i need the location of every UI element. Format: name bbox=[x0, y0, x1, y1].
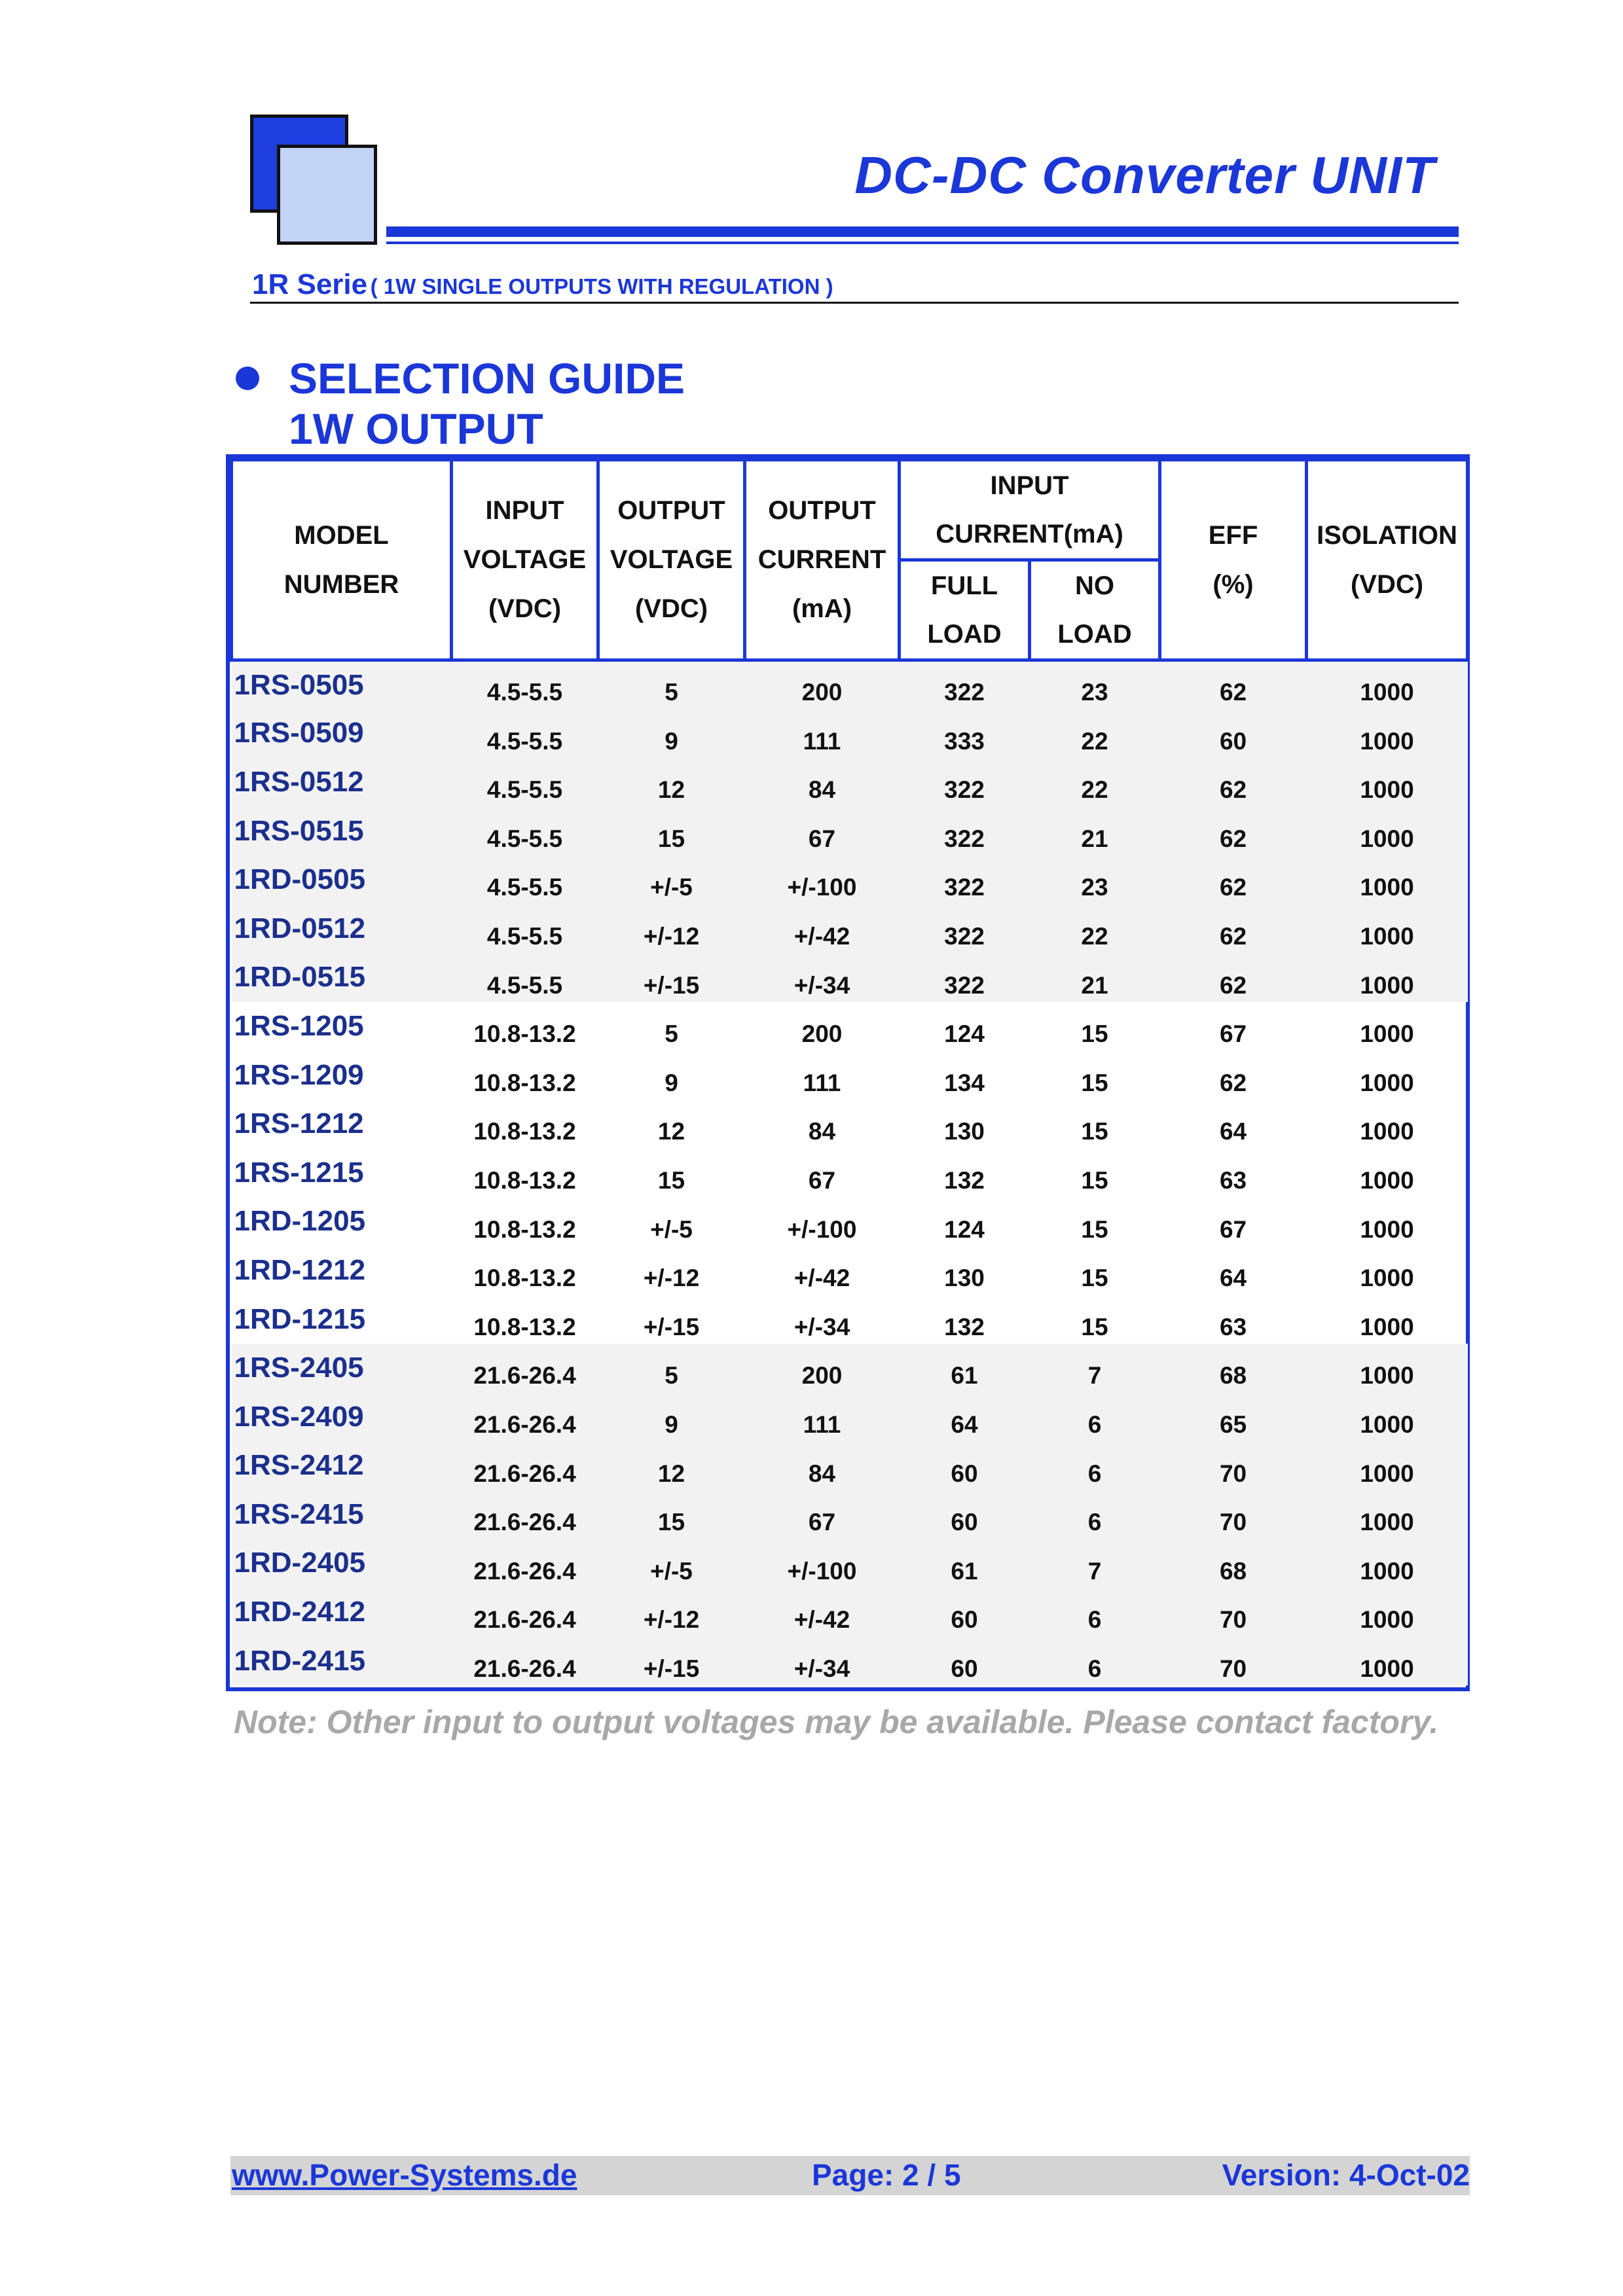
cell-output-current: +/-42 bbox=[793, 1265, 850, 1292]
cell-isolation: 1000 bbox=[1360, 1167, 1414, 1194]
cell-isolation: 1000 bbox=[1307, 855, 1468, 905]
cell-model: 1RD-2405 bbox=[232, 1539, 452, 1588]
cell-output-current: 84 bbox=[745, 1441, 900, 1490]
cell-model: 1RS-0512 bbox=[232, 758, 452, 807]
serie-heading bbox=[252, 268, 833, 301]
cell-isolation: 1000 bbox=[1360, 1265, 1414, 1292]
table-row bbox=[232, 1100, 1468, 1149]
version-label: Version: 4-Oct-02 bbox=[1222, 2158, 1470, 2192]
table-row bbox=[232, 806, 1468, 855]
cell-output-voltage: 5 bbox=[598, 1344, 745, 1393]
cell-isolation: 1000 bbox=[1307, 1441, 1468, 1490]
cell-input-voltage: 10.8-13.2 bbox=[473, 1167, 576, 1194]
cell-eff: 70 bbox=[1160, 1636, 1307, 1685]
cell-model: 1RD-1212 bbox=[234, 1253, 366, 1286]
cell-full-load: 124 bbox=[944, 1215, 985, 1243]
cell-output-current: 111 bbox=[745, 709, 900, 758]
cell-isolation: 1000 bbox=[1307, 709, 1468, 758]
cell-output-voltage: 5 bbox=[598, 660, 745, 709]
cell-input-voltage: 10.8-13.2 bbox=[473, 1313, 576, 1340]
cell-isolation: 1000 bbox=[1360, 1215, 1414, 1243]
cell-isolation: 1000 bbox=[1360, 1313, 1414, 1340]
cell-eff: 62 bbox=[1160, 855, 1307, 905]
cell-input-voltage: 10.8-13.2 bbox=[473, 1069, 576, 1096]
cell-no-load: 21 bbox=[1030, 806, 1160, 855]
cell-full-load: 64 bbox=[900, 1392, 1030, 1441]
cell-full-load: 130 bbox=[944, 1118, 985, 1145]
table-row bbox=[232, 1295, 1468, 1344]
page-title: DC-DC Converter UNIT bbox=[854, 146, 1435, 204]
cell-output-voltage: 5 bbox=[665, 1020, 678, 1048]
cell-full-load: 60 bbox=[900, 1636, 1030, 1685]
cell-output-voltage: 12 bbox=[598, 758, 745, 807]
cell-no-load: 22 bbox=[1030, 709, 1160, 758]
cell-input-voltage: 21.6-26.4 bbox=[452, 1539, 598, 1588]
section-subtitle: 1W OUTPUT bbox=[289, 404, 543, 453]
table-row bbox=[232, 1636, 1468, 1685]
cell-input-voltage: 4.5-5.5 bbox=[452, 709, 598, 758]
cell-isolation: 1000 bbox=[1307, 1539, 1468, 1588]
serie-label: 1R Serie bbox=[252, 268, 368, 300]
cell-no-load: 6 bbox=[1030, 1636, 1160, 1685]
cell-no-load: 15 bbox=[1081, 1215, 1108, 1243]
cell-output-current: 67 bbox=[745, 1490, 900, 1539]
cell-no-load: 15 bbox=[1081, 1265, 1108, 1292]
cell-model: 1RS-1212 bbox=[234, 1107, 364, 1140]
table-row bbox=[232, 758, 1468, 807]
header-input-current: INPUT CURRENT(mA) bbox=[900, 460, 1160, 560]
table-row bbox=[232, 904, 1468, 953]
cell-full-load: 322 bbox=[900, 758, 1030, 807]
table-row bbox=[232, 709, 1468, 758]
cell-output-voltage: +/-5 bbox=[598, 855, 745, 905]
cell-eff: 63 bbox=[1219, 1313, 1247, 1340]
cell-output-voltage: +/-15 bbox=[643, 1313, 700, 1340]
cell-model: 1RD-0505 bbox=[232, 855, 452, 905]
cell-eff: 65 bbox=[1160, 1392, 1307, 1441]
cell-full-load: 134 bbox=[944, 1069, 985, 1096]
cell-full-load: 322 bbox=[900, 806, 1030, 855]
cell-eff: 60 bbox=[1160, 709, 1307, 758]
cell-output-voltage: 9 bbox=[598, 709, 745, 758]
cell-input-voltage: 10.8-13.2 bbox=[473, 1215, 576, 1243]
cell-output-current: +/-42 bbox=[745, 1588, 900, 1637]
cell-input-voltage: 4.5-5.5 bbox=[452, 904, 598, 953]
cell-eff: 62 bbox=[1219, 1069, 1247, 1096]
cell-isolation: 1000 bbox=[1307, 1490, 1468, 1539]
cell-input-voltage: 21.6-26.4 bbox=[452, 1344, 598, 1393]
cell-input-voltage: 21.6-26.4 bbox=[452, 1636, 598, 1685]
cell-full-load: 61 bbox=[900, 1539, 1030, 1588]
cell-input-voltage: 10.8-13.2 bbox=[473, 1265, 576, 1292]
cell-output-voltage: +/-12 bbox=[598, 1588, 745, 1637]
table-row bbox=[232, 660, 1468, 709]
cell-eff: 70 bbox=[1160, 1588, 1307, 1637]
cell-eff: 70 bbox=[1160, 1490, 1307, 1539]
cell-model: 1RS-1215 bbox=[234, 1156, 364, 1189]
cell-input-voltage: 10.8-13.2 bbox=[473, 1020, 576, 1048]
cell-model: 1RS-1209 bbox=[234, 1058, 364, 1091]
cell-eff: 62 bbox=[1160, 806, 1307, 855]
cell-input-voltage: 21.6-26.4 bbox=[452, 1588, 598, 1637]
cell-model: 1RS-0515 bbox=[232, 806, 452, 855]
cell-eff: 70 bbox=[1160, 1441, 1307, 1490]
cell-no-load: 23 bbox=[1030, 855, 1160, 905]
logo-square-front bbox=[277, 145, 377, 245]
cell-no-load: 15 bbox=[1081, 1069, 1108, 1096]
header-output-voltage: OUTPUT VOLTAGE (VDC) bbox=[598, 460, 745, 660]
table-row bbox=[232, 1050, 1468, 1100]
selection-guide-table bbox=[230, 458, 1469, 1685]
table-row bbox=[232, 953, 1468, 1002]
cell-model: 1RD-0515 bbox=[232, 953, 452, 1002]
cell-input-voltage: 10.8-13.2 bbox=[473, 1118, 576, 1145]
cell-isolation: 1000 bbox=[1360, 1020, 1414, 1048]
cell-eff: 62 bbox=[1160, 660, 1307, 709]
cell-model: 1RS-0505 bbox=[232, 660, 452, 709]
cell-no-load: 6 bbox=[1030, 1441, 1160, 1490]
cell-isolation: 1000 bbox=[1307, 1636, 1468, 1685]
cell-full-load: 130 bbox=[944, 1265, 985, 1292]
cell-eff: 68 bbox=[1160, 1539, 1307, 1588]
cell-full-load: 60 bbox=[900, 1588, 1030, 1637]
header-full-load: FULL LOAD bbox=[900, 560, 1030, 660]
cell-input-voltage: 4.5-5.5 bbox=[452, 806, 598, 855]
cell-eff: 64 bbox=[1219, 1118, 1247, 1145]
header-no-load: NO LOAD bbox=[1030, 560, 1160, 660]
cell-no-load: 7 bbox=[1030, 1344, 1160, 1393]
table-row bbox=[232, 1392, 1468, 1441]
serie-description: ( 1W SINGLE OUTPUTS WITH REGULATION ) bbox=[370, 274, 833, 298]
cell-no-load: 6 bbox=[1030, 1392, 1160, 1441]
cell-input-voltage: 21.6-26.4 bbox=[452, 1490, 598, 1539]
cell-output-current: +/-100 bbox=[745, 1539, 900, 1588]
cell-full-load: 132 bbox=[944, 1313, 985, 1340]
cell-output-voltage: +/-12 bbox=[643, 1265, 700, 1292]
table-row bbox=[232, 1539, 1468, 1588]
cell-output-current: 200 bbox=[745, 660, 900, 709]
cell-isolation: 1000 bbox=[1307, 1392, 1468, 1441]
cell-model: 1RS-2405 bbox=[232, 1344, 452, 1393]
cell-output-current: 200 bbox=[801, 1020, 843, 1048]
cell-eff: 64 bbox=[1219, 1265, 1247, 1292]
cell-output-current: 200 bbox=[745, 1344, 900, 1393]
cell-no-load: 15 bbox=[1081, 1167, 1108, 1194]
cell-input-voltage: 21.6-26.4 bbox=[452, 1392, 598, 1441]
cell-model: 1RS-1205 bbox=[234, 1009, 364, 1042]
header-isolation: ISOLATION (VDC) bbox=[1307, 460, 1468, 660]
table-row bbox=[232, 1197, 1468, 1246]
cell-output-current: 84 bbox=[808, 1118, 836, 1145]
note-text: Note: Other input to output voltages may be available. Please contact factory. bbox=[234, 1704, 1439, 1740]
header-input-voltage: INPUT VOLTAGE (VDC) bbox=[452, 460, 598, 660]
cell-output-voltage: 15 bbox=[657, 1167, 685, 1194]
table-row bbox=[232, 855, 1468, 905]
cell-full-load: 322 bbox=[900, 855, 1030, 905]
cell-full-load: 322 bbox=[900, 660, 1030, 709]
cell-isolation: 1000 bbox=[1307, 806, 1468, 855]
cell-input-voltage: 4.5-5.5 bbox=[452, 660, 598, 709]
cell-output-voltage: +/-15 bbox=[598, 1636, 745, 1685]
cell-no-load: 23 bbox=[1030, 660, 1160, 709]
cell-no-load: 7 bbox=[1030, 1539, 1160, 1588]
cell-input-voltage: 4.5-5.5 bbox=[452, 953, 598, 1002]
cell-isolation: 1000 bbox=[1307, 1344, 1468, 1393]
cell-no-load: 15 bbox=[1081, 1313, 1108, 1340]
cell-model: 1RD-0512 bbox=[232, 904, 452, 953]
cell-eff: 62 bbox=[1160, 904, 1307, 953]
cell-eff: 68 bbox=[1160, 1344, 1307, 1393]
cell-model: 1RS-0509 bbox=[232, 709, 452, 758]
cell-output-voltage: +/-5 bbox=[598, 1539, 745, 1588]
cell-isolation: 1000 bbox=[1307, 660, 1468, 709]
cell-eff: 62 bbox=[1160, 758, 1307, 807]
cell-no-load: 22 bbox=[1030, 758, 1160, 807]
cell-model: 1RD-2412 bbox=[232, 1588, 452, 1637]
cell-eff: 62 bbox=[1160, 953, 1307, 1002]
page-number: Page: 2 / 5 bbox=[812, 2158, 961, 2192]
cell-full-load: 60 bbox=[900, 1441, 1030, 1490]
cell-model: 1RD-1215 bbox=[234, 1302, 366, 1335]
table-row bbox=[232, 1148, 1468, 1197]
cell-output-current: 67 bbox=[808, 1167, 836, 1194]
cell-no-load: 22 bbox=[1030, 904, 1160, 953]
title-underline-thick bbox=[386, 226, 1459, 237]
cell-output-voltage: 12 bbox=[598, 1441, 745, 1490]
cell-input-voltage: 21.6-26.4 bbox=[452, 1441, 598, 1490]
cell-output-voltage: 9 bbox=[598, 1392, 745, 1441]
cell-input-voltage: 4.5-5.5 bbox=[452, 855, 598, 905]
cell-full-load: 322 bbox=[900, 904, 1030, 953]
cell-no-load: 15 bbox=[1081, 1020, 1108, 1048]
cell-full-load: 60 bbox=[900, 1490, 1030, 1539]
cell-output-current: +/-34 bbox=[745, 1636, 900, 1685]
table-row bbox=[232, 1588, 1468, 1637]
cell-model: 1RS-2409 bbox=[232, 1392, 452, 1441]
cell-full-load: 124 bbox=[944, 1020, 985, 1048]
cell-full-load: 322 bbox=[900, 953, 1030, 1002]
header-model-number: MODEL NUMBER bbox=[232, 460, 452, 660]
cell-output-current: 67 bbox=[745, 806, 900, 855]
cell-isolation: 1000 bbox=[1307, 904, 1468, 953]
table-row bbox=[232, 1344, 1468, 1393]
cell-full-load: 132 bbox=[944, 1167, 985, 1194]
cell-output-voltage: +/-12 bbox=[598, 904, 745, 953]
cell-output-current: +/-34 bbox=[793, 1313, 850, 1340]
cell-output-current: 111 bbox=[745, 1392, 900, 1441]
cell-output-current: +/-42 bbox=[745, 904, 900, 953]
header-eff: EFF (%) bbox=[1160, 460, 1307, 660]
cell-output-voltage: 9 bbox=[665, 1069, 678, 1096]
cell-model: 1RD-2415 bbox=[232, 1636, 452, 1685]
cell-output-voltage: 15 bbox=[598, 1490, 745, 1539]
table-row bbox=[232, 1441, 1468, 1490]
cell-output-current: 84 bbox=[745, 758, 900, 807]
title-underline-thin bbox=[386, 242, 1459, 244]
cell-model: 1RS-2415 bbox=[232, 1490, 452, 1539]
cell-no-load: 15 bbox=[1081, 1118, 1108, 1145]
cell-eff: 63 bbox=[1219, 1167, 1247, 1194]
table-row bbox=[232, 1490, 1468, 1539]
cell-output-current: +/-34 bbox=[745, 953, 900, 1002]
cell-input-voltage: 4.5-5.5 bbox=[452, 758, 598, 807]
cell-output-current: 111 bbox=[803, 1069, 841, 1096]
cell-isolation: 1000 bbox=[1360, 1069, 1414, 1096]
cell-output-current: +/-100 bbox=[745, 855, 900, 905]
cell-output-voltage: 15 bbox=[598, 806, 745, 855]
cell-full-load: 333 bbox=[900, 709, 1030, 758]
cell-no-load: 6 bbox=[1030, 1588, 1160, 1637]
cell-full-load: 61 bbox=[900, 1344, 1030, 1393]
cell-eff: 67 bbox=[1219, 1020, 1247, 1048]
cell-output-current: +/-100 bbox=[787, 1215, 857, 1243]
cell-isolation: 1000 bbox=[1307, 953, 1468, 1002]
header-output-current: OUTPUT CURRENT (mA) bbox=[745, 460, 900, 660]
cell-output-voltage: +/-5 bbox=[650, 1215, 693, 1243]
table-row bbox=[232, 1246, 1468, 1295]
cell-isolation: 1000 bbox=[1307, 1588, 1468, 1637]
cell-model: 1RD-1205 bbox=[234, 1205, 366, 1238]
website-link[interactable]: www.Power-Systems.de bbox=[232, 2158, 577, 2192]
cell-model: 1RS-2412 bbox=[232, 1441, 452, 1490]
cell-output-voltage: +/-15 bbox=[598, 953, 745, 1002]
cell-eff: 67 bbox=[1219, 1215, 1247, 1243]
cell-no-load: 21 bbox=[1030, 953, 1160, 1002]
table-row bbox=[232, 1002, 1468, 1051]
cell-output-voltage: 12 bbox=[657, 1118, 685, 1145]
bullet-icon bbox=[236, 367, 259, 390]
section-title: SELECTION GUIDE bbox=[289, 354, 685, 403]
cell-isolation: 1000 bbox=[1360, 1118, 1414, 1145]
cell-no-load: 6 bbox=[1030, 1490, 1160, 1539]
cell-isolation: 1000 bbox=[1307, 758, 1468, 807]
serie-divider bbox=[250, 302, 1459, 304]
